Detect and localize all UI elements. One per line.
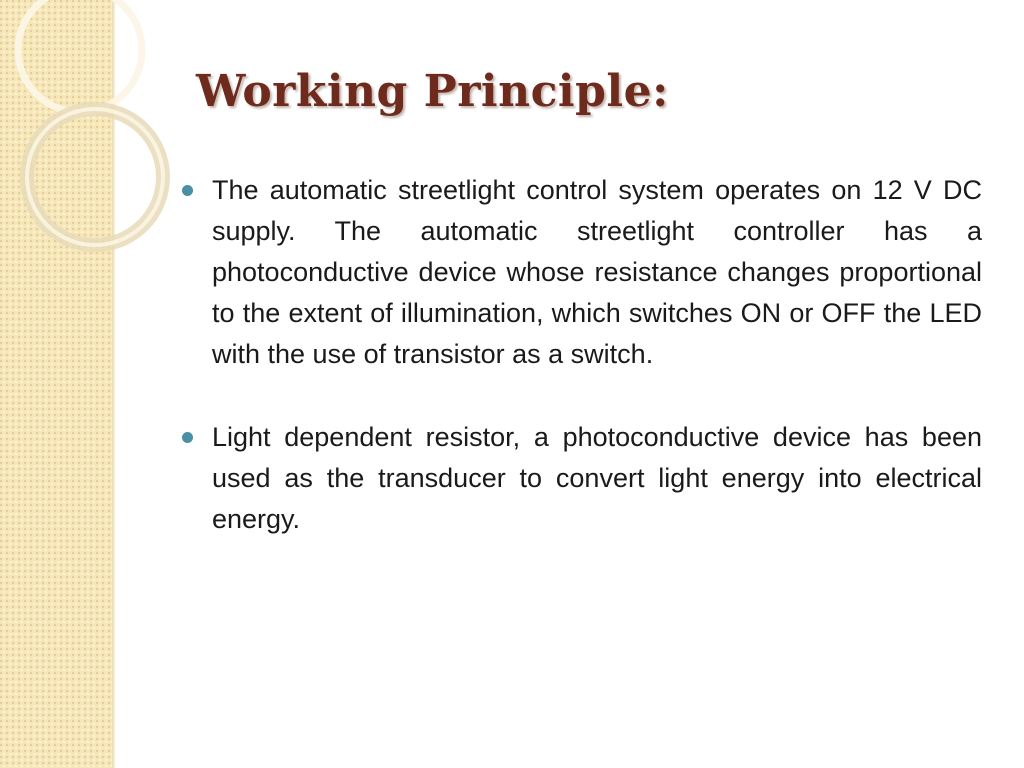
bullet-list [182,170,982,540]
bullet-item [182,417,982,540]
bullet-dot-icon [182,432,193,443]
bullet-text: Light dependent resistor, a photoconductive device has been used as the transducer to convert light energy into electrical energy. [212,422,982,534]
decorative-circle-large [18,0,142,112]
slide-title: Working Principle: [196,66,669,117]
bullet-text: The automatic streetlight control system operates on 12 V DC supply. The automatic streetlight controller has a photoconductive device whose resistance changes proportional to the extent of illumination, which switches ON or OFF the LED with the use of transistor as a switch. [212,175,982,369]
decorative-circles [0,0,200,260]
bullet-dot-icon [182,185,193,196]
bullet-item [182,170,982,375]
decorative-circle-small-inner [27,109,163,245]
